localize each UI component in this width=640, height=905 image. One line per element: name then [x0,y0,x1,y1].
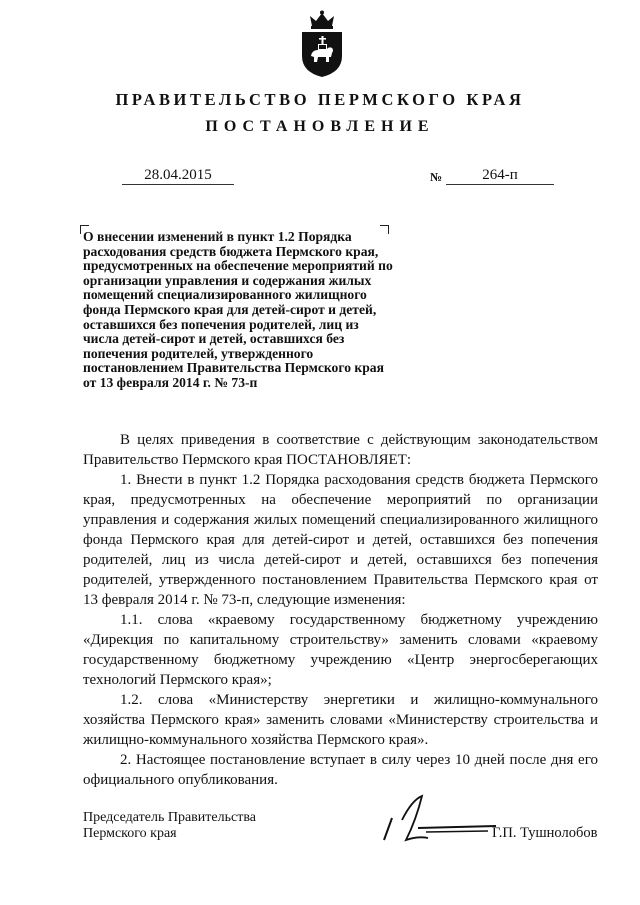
clause-1: 1. Внести в пункт 1.2 Порядка расходования средств бюджета Пермского края, предусмотренных на обеспечение мероприятий по организации управления и содержания жилых помещений специализированного жилищного фонда Пермского края для детей-сирот и детей, оставшихся без попечения родителей, лиц из числа детей-сирот и детей, оставшихся без попечения родителей, утвержденного постановлением Правительства Пермского края от 13 февраля 2014 г. № 73-п, следующие изменения: [83,472,598,608]
position-line-2: Пермского края [83,826,177,841]
document-number: 264-п [446,166,554,185]
number-sign: № [430,170,443,184]
signatory-position [83,810,256,842]
perm-krai-coat-of-arms-icon [298,10,346,78]
clause-2: 2. Настоящее постановление вступает в силу через 10 дней после дня его официального опубликования. [83,752,598,788]
clause-1-2: 1.2. слова «Министерству энергетики и жилищно-коммунального хозяйства Пермского края» заменить словами «Министерству строительства и жилищно-коммунального хозяйства Пермского края». [83,692,598,748]
government-title: ПРАВИТЕЛЬСТВО ПЕРМСКОГО КРАЯ [115,90,525,109]
document-date: 28.04.2015 [122,166,234,185]
intro-paragraph: В целях приведения в соответствие с действующим законодательством Правительство Пермского края ПОСТАНОВЛЯЕТ: [83,432,598,468]
signer-name: Г.П. Тушнолобов [492,825,598,841]
position-line-1: Председатель Правительства [83,810,256,825]
document-type: ПОСТАНОВЛЕНИЕ [205,118,435,135]
handwritten-signature [378,790,508,850]
clause-1-1: 1.1. слова «краевому государственному бюджетному учреждению «Дирекция по капитальному строительству» заменить словами «краевому государственному бюджетному учреждению «Центр энергосберегающих технологий Пермского края»; [83,612,598,688]
document-body [83,430,598,790]
document-subject: О внесении изменений в пункт 1.2 Порядка расходования средств бюджета Пермского края, предусмотренных на обеспечение мероприятий по организации управления и содержания жилых помещений специализированного жилищного фонда Пермского края для детей-сирот и детей, оставшихся без попечения родителей, лиц из числа детей-сирот и детей, оставшихся без попечения родителей, утвержденного постановлением Правительства Пермского края от 13 февраля 2014 г. № 73-п [83,229,393,390]
